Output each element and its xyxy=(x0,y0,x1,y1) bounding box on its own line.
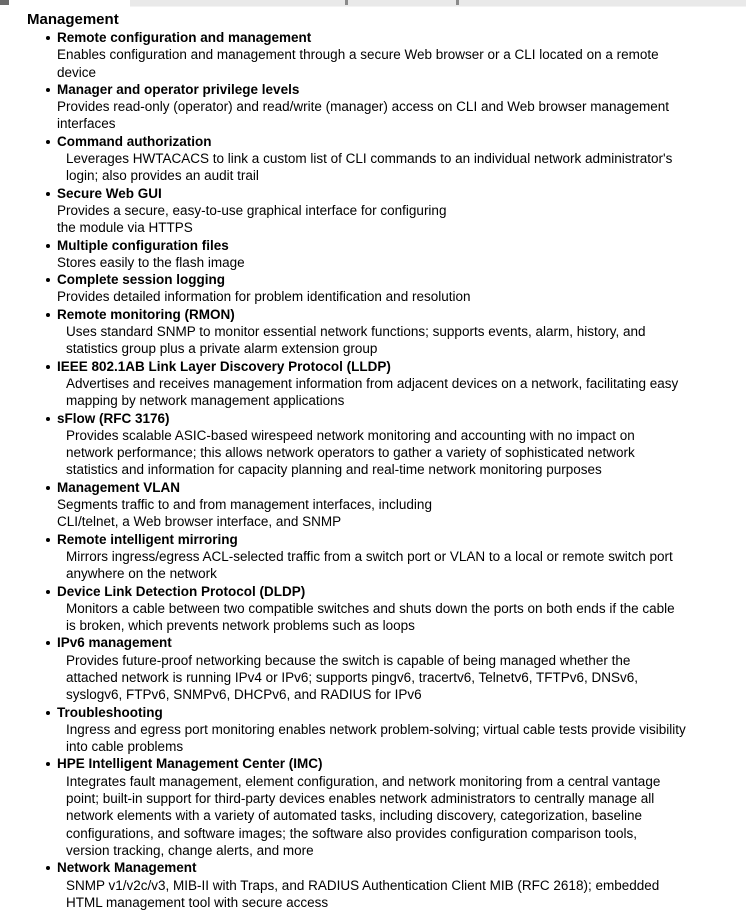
feature-title: Device Link Detection Protocol (DLDP) xyxy=(57,583,306,599)
feature-description xyxy=(57,652,746,704)
bullet-icon xyxy=(46,866,50,870)
cropped-line-artifact xyxy=(0,0,746,7)
feature-description xyxy=(57,427,746,479)
feature-description-line: Integrates fault management, element configuration, and network monitoring from a central vantage xyxy=(66,773,661,789)
feature-title: Management VLAN xyxy=(57,479,181,495)
bullet-icon xyxy=(46,88,50,92)
feature-item xyxy=(0,531,746,583)
feature-item xyxy=(0,704,746,756)
feature-description-line: statistics and information for capacity planning and real-time network monitoring purposes xyxy=(66,462,602,478)
feature-description xyxy=(57,877,746,912)
feature-description xyxy=(57,288,746,305)
feature-item xyxy=(0,306,746,358)
bullet-icon xyxy=(46,641,50,645)
feature-description-line: Uses standard SNMP to monitor essential network functions; supports events, alarm, history, and xyxy=(66,324,646,340)
bullet-icon xyxy=(46,417,50,421)
bullet-icon xyxy=(46,486,50,490)
document-body xyxy=(0,7,746,911)
feature-item xyxy=(0,634,746,703)
feature-description xyxy=(57,46,746,81)
bullet-icon xyxy=(46,36,50,40)
feature-description-line: network elements with a variety of automated tasks, including discovery, categorization, baseline xyxy=(66,808,643,824)
feature-item xyxy=(0,410,746,479)
feature-description-line: Provides scalable ASIC-based wirespeed network monitoring and accounting with no impact on xyxy=(66,427,635,443)
feature-description-line: statistics group plus a private alarm extension group xyxy=(66,341,378,357)
feature-description xyxy=(57,773,746,859)
feature-title: sFlow (RFC 3176) xyxy=(57,410,170,426)
feature-description-line: network performance; this allows network operators to gather a variety of sophisticated network xyxy=(66,445,635,461)
feature-item xyxy=(0,237,746,272)
feature-title: Manager and operator privilege levels xyxy=(57,81,300,97)
feature-description xyxy=(57,548,746,583)
feature-description-line: Stores easily to the flash image xyxy=(57,254,245,270)
feature-title: IPv6 management xyxy=(57,635,172,651)
feature-title: Remote configuration and management xyxy=(57,30,312,45)
feature-description-line: login; also provides an audit trail xyxy=(66,168,259,184)
feature-description xyxy=(57,323,746,358)
feature-description-line: Leverages HWTACACS to link a custom list of CLI commands to an individual network administrator's xyxy=(66,151,673,167)
feature-item xyxy=(0,479,746,531)
feature-item xyxy=(0,81,746,133)
feature-description xyxy=(57,721,746,756)
feature-item xyxy=(0,271,746,306)
feature-description-line: Segments traffic to and from management interfaces, including xyxy=(57,497,432,513)
feature-description-line: Provides a secure, easy-to-use graphical interface for configuring xyxy=(57,202,447,218)
feature-description xyxy=(57,150,746,185)
feature-description-line: Enables configuration and management through a secure Web browser or a CLI located on a remote xyxy=(57,47,659,63)
feature-description-line: SNMP v1/v2c/v3, MIB-II with Traps, and RADIUS Authentication Client MIB (RFC 2618); embedded xyxy=(66,877,660,893)
feature-item xyxy=(0,358,746,410)
bullet-icon xyxy=(46,538,50,542)
corner-fragment xyxy=(0,0,9,5)
feature-description-line: interfaces xyxy=(57,116,116,132)
feature-description-line: Provides detailed information for problem identification and resolution xyxy=(57,289,471,305)
bullet-icon xyxy=(46,244,50,248)
feature-title: Remote monitoring (RMON) xyxy=(57,306,235,322)
feature-title: Command authorization xyxy=(57,133,212,149)
text-descender-fragment xyxy=(456,0,459,5)
bullet-icon xyxy=(46,762,50,766)
feature-description-line: into cable problems xyxy=(66,739,184,755)
feature-title: Network Management xyxy=(57,860,197,876)
feature-description-line: Monitors a cable between two compatible switches and shuts down the ports on both ends if the cable xyxy=(66,600,675,616)
feature-item xyxy=(0,755,746,859)
feature-description-line: device xyxy=(57,64,97,80)
bullet-icon xyxy=(46,711,50,715)
feature-title: Secure Web GUI xyxy=(57,185,162,201)
feature-description xyxy=(57,600,746,635)
feature-description-line: Provides read-only (operator) and read/write (manager) access on CLI and Web browser management xyxy=(57,99,670,115)
feature-description-line: Mirrors ingress/egress ACL-selected traffic from a switch port or VLAN to a local or remote switch port xyxy=(66,548,673,564)
feature-description-line: version tracking, change alerts, and more xyxy=(66,842,314,858)
feature-description-line: mapping by network management applications xyxy=(66,393,345,409)
feature-description xyxy=(57,98,746,133)
feature-description-line: syslogv6, FTPv6, SNMPv6, DHCPv6, and RADIUS for IPv6 xyxy=(66,687,422,703)
feature-title: Complete session logging xyxy=(57,272,226,288)
text-descender-fragment xyxy=(345,0,348,5)
feature-description-line: configurations, and software images; the software also provides configuration comparison tools, xyxy=(66,825,638,841)
feature-description xyxy=(57,496,746,531)
feature-item xyxy=(0,859,746,911)
feature-description-line: Provides future-proof networking because the switch is capable of being managed whether the xyxy=(66,652,631,668)
feature-item xyxy=(0,185,746,237)
feature-description-line: is broken, which prevents network problems such as loops xyxy=(66,618,415,634)
feature-description-line: CLI/telnet, a Web browser interface, and SNMP xyxy=(57,514,342,530)
feature-description xyxy=(57,375,746,410)
feature-description-line: anywhere on the network xyxy=(66,566,217,582)
bullet-icon xyxy=(46,278,50,282)
bullet-icon xyxy=(46,590,50,594)
bullet-icon xyxy=(46,140,50,144)
feature-title: HPE Intelligent Management Center (IMC) xyxy=(57,756,323,772)
feature-list xyxy=(0,29,746,911)
feature-description-line: HTML management tool with secure access xyxy=(66,894,329,910)
section-heading: Management xyxy=(27,11,119,28)
feature-item xyxy=(0,133,746,185)
feature-description-line: Ingress and egress port monitoring enables network problem-solving; virtual cable tests provide visibility xyxy=(66,721,686,737)
cropped-text-band xyxy=(130,0,746,7)
feature-title: Multiple configuration files xyxy=(57,237,229,253)
feature-description xyxy=(57,254,746,271)
feature-description-line: Advertises and receives management information from adjacent devices on a network, facilitating easy xyxy=(66,375,679,391)
feature-description-line: the module via HTTPS xyxy=(57,220,193,236)
feature-title: Troubleshooting xyxy=(57,704,163,720)
feature-item xyxy=(0,29,746,81)
feature-title: IEEE 802.1AB Link Layer Discovery Protocol (LLDP) xyxy=(57,358,391,374)
feature-item xyxy=(0,583,746,635)
feature-title: Remote intelligent mirroring xyxy=(57,531,238,547)
bullet-icon xyxy=(46,192,50,196)
feature-description xyxy=(57,202,746,237)
feature-description-line: point; built-in support for third-party devices enables network administrators to centrally manage all xyxy=(66,791,655,807)
feature-description-line: attached network is running IPv4 or IPv6; supports pingv6, tracertv6, Telnetv6, TFTPv6, DNSv6, xyxy=(66,669,639,685)
bullet-icon xyxy=(46,313,50,317)
bullet-icon xyxy=(46,365,50,369)
